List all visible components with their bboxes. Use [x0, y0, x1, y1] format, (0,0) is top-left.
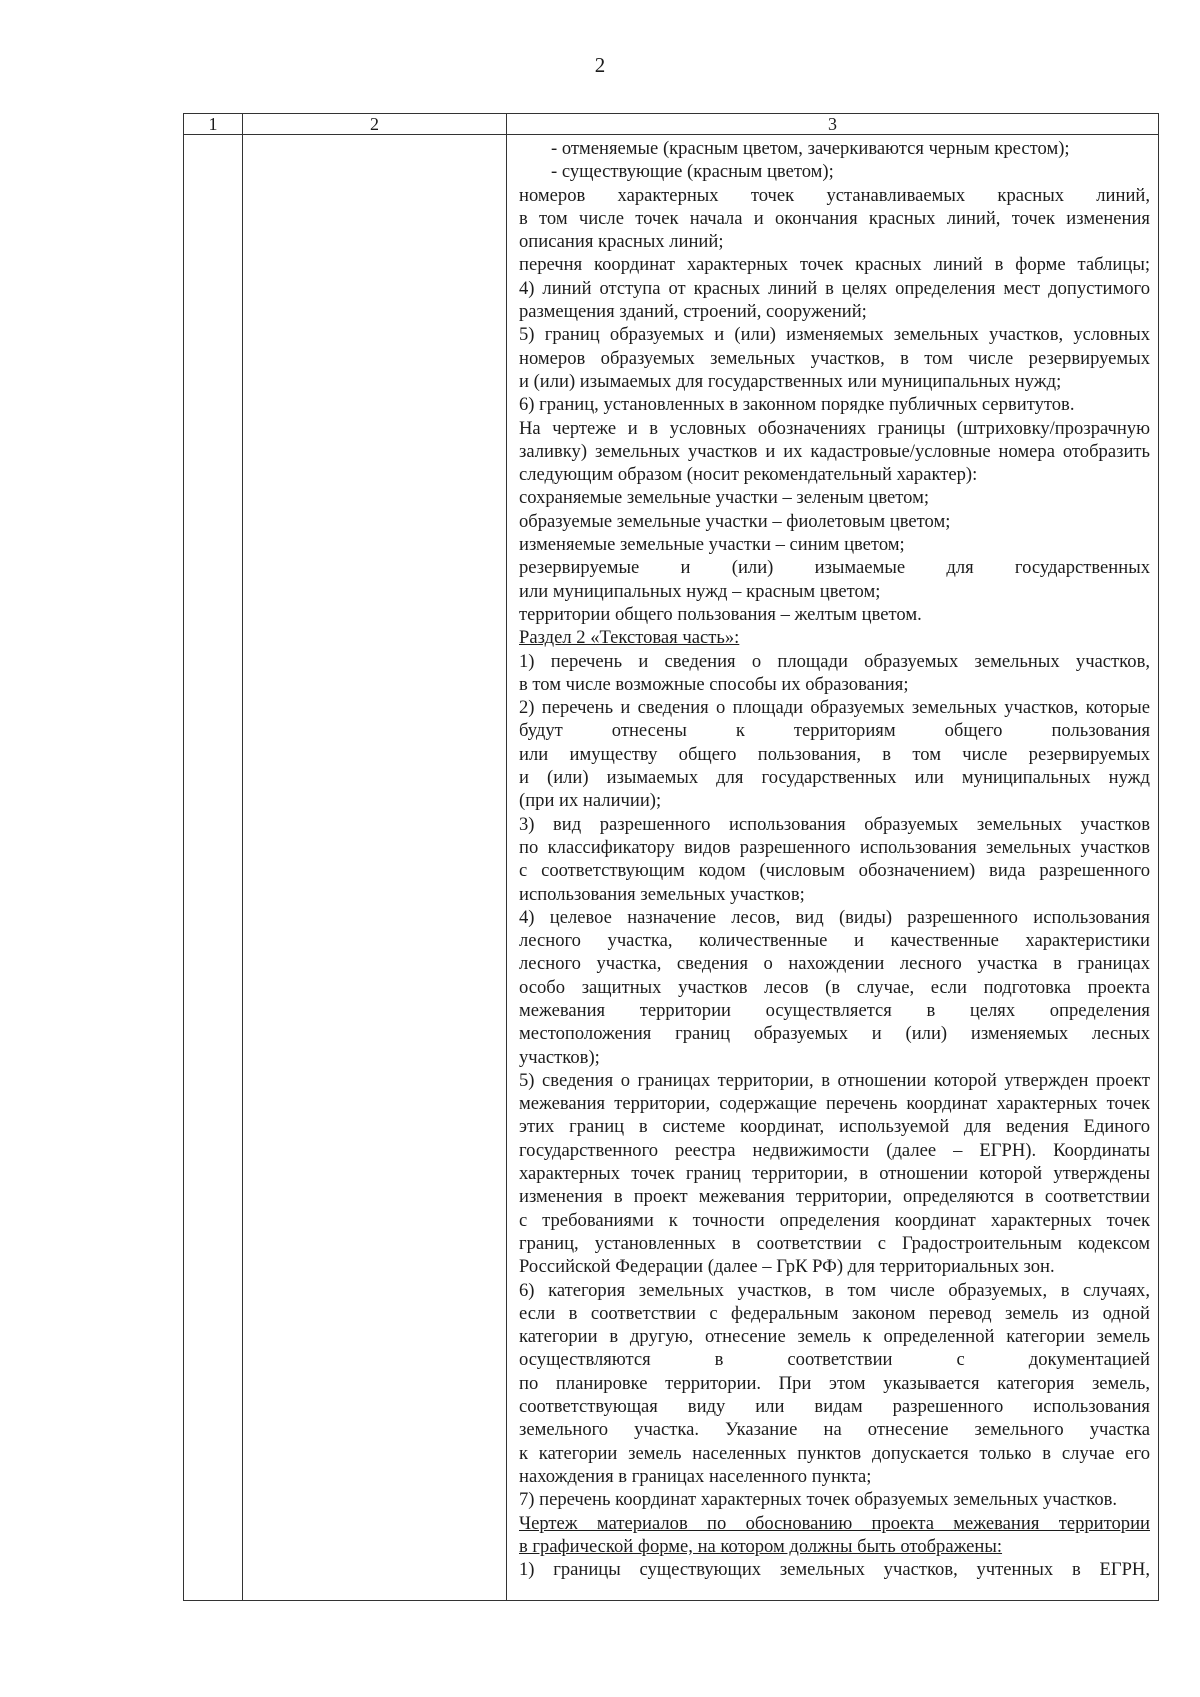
text-line: Чертеж материалов по обоснованию проекта межевания территории: [519, 1512, 1150, 1534]
text-line: в том числе точек начала и окончания красных линий, точек изменения: [519, 207, 1150, 229]
text-line: 1) перечень и сведения о площади образуемых земельных участков,: [519, 650, 1150, 672]
text-line: территории общего пользования – желтым цветом.: [519, 603, 922, 625]
text-line: если в соответствии с федеральным законом перевод земель из одной: [519, 1302, 1150, 1324]
text-line: местоположения границ образуемых и (или) изменяемых лесных: [519, 1023, 1150, 1045]
header-col-2: 2: [243, 114, 507, 135]
text-line: с требованиями к точности определения координат характерных точек: [519, 1209, 1150, 1231]
text-line: особо защитных участков лесов (в случае, если подготовка проекта: [519, 976, 1150, 998]
text-line: резервируемые и (или) изымаемые для государственных: [519, 557, 1150, 579]
text-line: в графической форме, на котором должны быть отображены:: [519, 1535, 1003, 1557]
text-line: будут отнесены к территориям общего пользования: [519, 720, 1150, 742]
text-line: 7) перечень координат характерных точек образуемых земельных участков.: [519, 1489, 1118, 1511]
text-line: 5) сведения о границах территории, в отношении которой утвержден проект: [519, 1069, 1150, 1091]
text-line: участков);: [519, 1046, 600, 1068]
text-line: образуемые земельные участки – фиолетовым цветом;: [519, 510, 951, 532]
text-line: земельного участка. Указание на отнесение земельного участка: [519, 1419, 1150, 1441]
text-line: перечня координат характерных точек красных линий в форме таблицы;: [519, 254, 1150, 276]
text-line: 2) перечень и сведения о площади образуемых земельных участков, которые: [519, 697, 1150, 719]
table-header-row: [184, 114, 1159, 135]
page-number: 2: [594, 53, 606, 77]
text-line: лесного участка, количественные и качественные характеристики: [519, 930, 1150, 952]
text-line: к категории земель населенных пунктов допускается только в случае его: [519, 1442, 1150, 1464]
text-line: - существующие (красным цветом);: [551, 161, 834, 183]
text-line: номеров образуемых земельных участков, в том числе резервируемых: [519, 347, 1150, 369]
text-line: соответствующая виду или видам разрешенного использования: [519, 1396, 1150, 1418]
text-line: характерных точек границ территории, в отношении которой утверждены: [519, 1163, 1150, 1185]
text-line: изменения в проект межевания территории, определяются в соответствии: [519, 1186, 1150, 1208]
text-line: Российской Федерации (далее – ГрК РФ) для территориальных зон.: [519, 1256, 1055, 1278]
text-line: 3) вид разрешенного использования образуемых земельных участков: [519, 813, 1150, 835]
text-line: изменяемые земельные участки – синим цветом;: [519, 534, 905, 556]
text-line: (при их наличии);: [519, 790, 662, 812]
text-line: заливку) земельных участков и их кадастровые/условные номера отобразить: [519, 440, 1150, 462]
text-line: 6) границ, установленных в законном порядке публичных сервитутов.: [519, 394, 1075, 416]
cell-col-1: [184, 135, 243, 1601]
text-line: и (или) изымаемых для государственных или муниципальных нужд;: [519, 370, 1062, 392]
text-line: - отменяемые (красным цветом, зачеркиваются черным крестом);: [551, 138, 1070, 159]
text-line: На чертеже и в условных обозначениях границы (штриховку/прозрачную: [519, 417, 1150, 439]
table-row: [184, 135, 1159, 1601]
text-line: использования земельных участков;: [519, 883, 805, 905]
text-line: Раздел 2 «Текстовая часть»:: [519, 627, 740, 649]
header-col-1: 1: [184, 114, 243, 135]
text-line: 6) категория земельных участков, в том числе образуемых, в случаях,: [519, 1279, 1150, 1301]
text-line: этих границ в системе координат, используемой для ведения Единого: [519, 1116, 1150, 1138]
document-table: [183, 113, 1159, 1601]
text-line: по классификатору видов разрешенного использования земельных участков: [519, 836, 1150, 858]
text-line: 4) линий отступа от красных линий в целях определения мест допустимого: [519, 277, 1150, 299]
text-line: с соответствующим кодом (числовым обозначением) вида разрешенного: [519, 860, 1150, 882]
text-line: по планировке территории. При этом указывается категория земель,: [519, 1372, 1150, 1394]
text-line: описания красных линий;: [519, 231, 724, 253]
text-line: в том числе возможные способы их образования;: [519, 673, 909, 695]
text-line: или муниципальных нужд – красным цветом;: [519, 580, 881, 602]
text-line: межевания территории осуществляется в целях определения: [519, 999, 1150, 1021]
text-line: нахождения в границах населенного пункта;: [519, 1465, 872, 1487]
text-line: сохраняемые земельные участки – зеленым цветом;: [519, 487, 930, 509]
text-line: следующим образом (носит рекомендательный характер):: [519, 464, 978, 486]
column-3-text: [507, 135, 1158, 1581]
text-line: государственного реестра недвижимости (далее – ЕГРН). Координаты: [519, 1139, 1150, 1161]
text-line: категории в другую, отнесение земель к определенной категории земель: [519, 1326, 1150, 1348]
header-col-3: 3: [507, 114, 1159, 135]
text-line: осуществляются в соответствии с документацией: [519, 1349, 1150, 1371]
cell-col-3: [507, 135, 1159, 1601]
text-line: и (или) изымаемых для государственных или муниципальных нужд: [519, 767, 1150, 789]
text-line: номеров характерных точек устанавливаемых красных линий,: [519, 184, 1150, 206]
text-line: межевания территории, содержащие перечень координат характерных точек: [519, 1093, 1150, 1115]
text-line: границ, установленных в соответствии с Градостроительным кодексом: [519, 1232, 1150, 1254]
text-line: 5) границ образуемых и (или) изменяемых земельных участков, условных: [519, 324, 1150, 346]
text-line: лесного участка, сведения о нахождении лесного участка в границах: [519, 953, 1150, 975]
text-line: или имуществу общего пользования, в том числе резервируемых: [519, 743, 1150, 765]
text-line: 1) границы существующих земельных участков, учтенных в ЕГРН,: [519, 1559, 1150, 1581]
text-line: размещения зданий, строений, сооружений;: [519, 301, 867, 323]
text-line: 4) целевое назначение лесов, вид (виды) разрешенного использования: [519, 906, 1150, 928]
cell-col-2: [243, 135, 507, 1601]
